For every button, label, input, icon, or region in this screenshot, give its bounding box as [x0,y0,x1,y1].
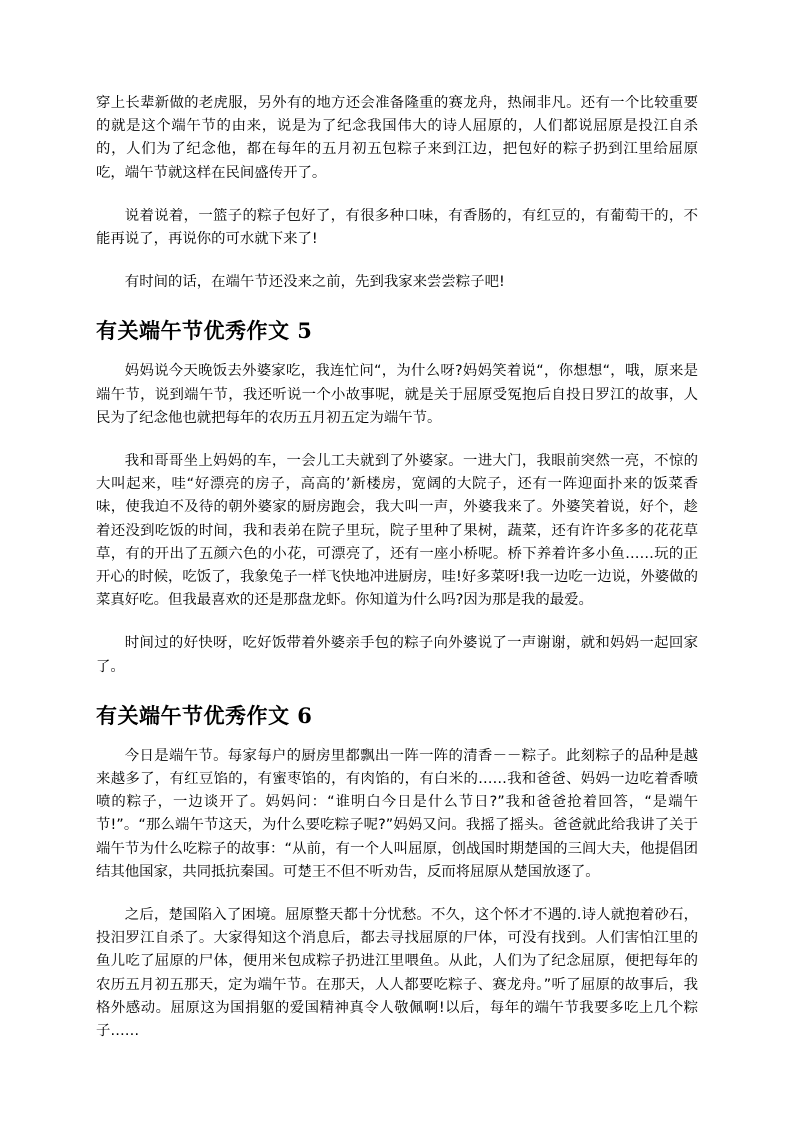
document-page [96,92,698,1043]
paragraph: 妈妈说今天晚饭去外婆家吃，我连忙问“，为什么呀?妈妈笑着说“，你想想“，哦，原来是端午节，说到端午节，我还听说一个小故事呢，就是关于屈原受冤抱后自投日罗江的故事，人民为了纪念他也就把每年的农历五月初五定为端午节。 [96,363,698,426]
section-heading: 有关端午节优秀作文 5 [96,318,313,344]
paragraph: 我和哥哥坐上妈妈的车，一会儿工夫就到了外婆家。一进大门，我眼前突然一亮，不惊的大叫起来，哇“好漂亮的房子，高高的’新楼房，宽阔的大院子，还有一阵迎面扑来的饭菜香味，使我迫不及待的朝外婆家的厨房跑会，我大叫一声，外婆我来了。外婆笑着说，好个，趁着还没到吃饭的时间，我和表弟在院子里玩，院子里种了果树，蔬菜，还有许许多多的花花草草，有的开出了五颜六色的小花，可漂亮了，还有一座小桥呢。桥下养着许多小鱼……玩的正开心的时候，吃饭了，我象兔子一样飞快地冲进厨房，哇!好多菜呀!我一边吃一边说，外婆做的菜真好吃。但我最喜欢的还是那盘龙虾。你知道为什么吗?因为那是我的最爱。 [96,453,698,609]
paragraph: 有时间的话，在端午节还没来之前，先到我家来尝尝粽子吧! [124,274,505,291]
paragraph: 时间过的好快呀，吃好饭带着外婆亲手包的粽子向外婆说了一声谢谢，就和妈妈一起回家了。 [96,635,698,675]
section-heading: 有关端午节优秀作文 6 [96,702,313,728]
paragraph: 今日是端午节。每家每户的厨房里都飘出一阵一阵的清香－－粽子。此刻粽子的品种是越来越多了，有红豆馅的，有蜜枣馅的，有肉馅的，有白米的……我和爸爸、妈妈一边吃着香喷喷的粽子，一边谈开了。妈妈问：“谁明白今日是什么节日?”我和爸爸抢着回答，“是端午节!”。“那么端午节这天，为什么要吃粽子呢?”妈妈又问。我摇了摇头。爸爸就此给我讲了关于端午节为什么吃粽子的故事：“从前，有一个人叫屈原，创战国时期楚国的三闾大夫，他提倡团结其他国家，共同抵抗秦国。可楚王不但不听劝告，反而将屈原从楚国放逐了。 [96,747,698,880]
paragraph: 穿上长辈新做的老虎服，另外有的地方还会准备隆重的赛龙舟，热闹非凡。还有一个比较重要的就是这个端午节的由来，说是为了纪念我国伟大的诗人屈原的，人们都说屈原是投江自杀的，人们为了纪念他，都在每年的五月初五包粽子来到江边，把包好的粽子扔到江里给屈原吃，端午节就这样在民间盛传开了。 [96,95,698,181]
paragraph: 说着说着，一篮子的粽子包好了，有很多种口味，有香肠的，有红豆的，有葡萄干的，不能再说了，再说你的可水就下来了! [96,207,698,248]
paragraph: 之后，楚国陷入了困境。屈原整天都十分忧愁。不久，这个怀才不遇的.诗人就抱着砂石，投汨罗江自杀了。大家得知这个消息后，都去寻找屈原的尸体，可没有找到。人们害怕江里的鱼儿吃了屈原的尸体，便用米包成粽子扔进江里喂鱼。从此，人们为了纪念屈原，便把每年的农历五月初五那天，定为端午节。在那天，人人都要吃粽子、赛龙舟。”听了屈原的故事后，我格外感动。屈原这为国捐躯的爱国精神真令人敬佩啊!以后，每年的端午节我要多吃上几个粽子…… [96,907,698,1040]
